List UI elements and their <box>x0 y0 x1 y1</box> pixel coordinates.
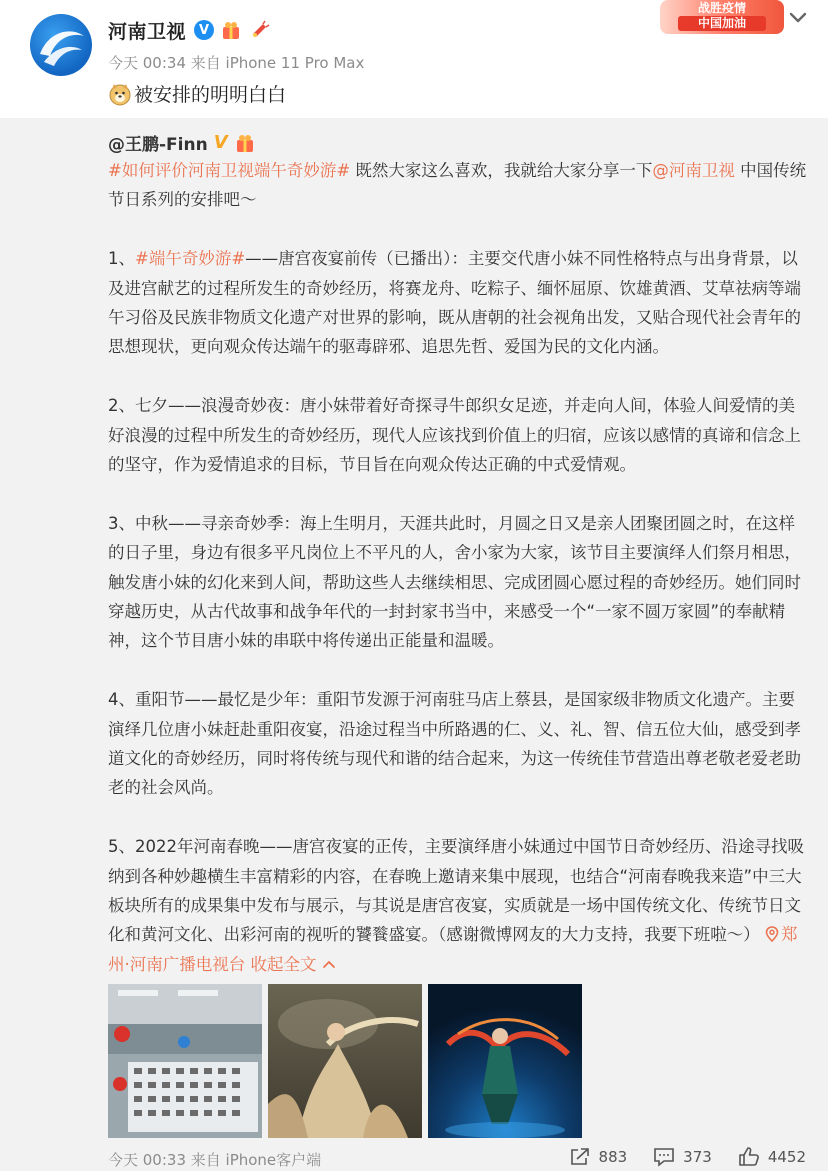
chevron-up-icon <box>321 958 337 970</box>
action-bar <box>543 1147 806 1167</box>
repost-meta: 今天 00:33 来自 iPhone客户端 <box>108 1151 322 1169</box>
image-thumbnail-2[interactable] <box>268 984 422 1138</box>
thumbs-up-icon <box>738 1147 760 1167</box>
campaign-badge[interactable] <box>660 0 784 34</box>
repost-author[interactable]: @王鹏-Finn <box>108 135 208 155</box>
campaign-badge-line2: 中国加油 <box>678 16 766 31</box>
verified-blue-icon: V <box>194 20 214 40</box>
topic-tag[interactable]: #如何评价河南卫视端午奇妙游# <box>108 161 351 180</box>
doge-emoji-icon <box>108 82 132 106</box>
gift-badge-icon <box>234 132 256 154</box>
p1-prefix: 1、 <box>108 249 135 269</box>
paragraph-3: 3、中秋——寻亲奇妙季：海上生明月，天涯共此时，月圆之日又是亲人团聚团圆之时，在这样的日子里，身边有很多平凡岗位上不平凡的人，舍小家为大家，该节目主要演绎人们祭月相思，触发唐小妹的幻化来到人间，帮助这些人去继续相思、完成团圆心愿过程的奇妙经历。她们同时穿越历史，从古代故事和战争年代的一封封家书当中，来感受一个“一家不圆万家圆”的奉献精神，这个节目唐小妹的串联中将传递出正能量和温暖。 <box>108 513 801 651</box>
image-thumbnail-3[interactable] <box>428 984 582 1138</box>
intro-text-end: 中国传统节日系列的安排吧～ <box>108 161 807 210</box>
collapse-text: 收起全文 <box>250 954 317 974</box>
campaign-badge-line1: 战胜疫情 <box>697 1 746 15</box>
paragraph-5 <box>108 832 810 979</box>
image-thumbnail-1[interactable] <box>108 984 262 1138</box>
like-count: 4452 <box>767 1148 806 1166</box>
image-grid <box>108 984 582 1138</box>
paragraph-1 <box>108 244 810 362</box>
intro-text: 既然大家这么喜欢，我就给大家分享一下 <box>350 161 653 180</box>
weibo-post <box>0 0 828 118</box>
comment-button[interactable] <box>653 1147 712 1167</box>
repost-count: 883 <box>598 1148 628 1166</box>
author-name[interactable]: 河南卫视 <box>108 20 187 43</box>
repost-button[interactable] <box>569 1147 628 1167</box>
verified-gold-icon: V <box>213 132 228 153</box>
like-button[interactable] <box>738 1147 806 1167</box>
location-text: 郑州·河南广播电视台 <box>108 925 798 974</box>
intro-paragraph <box>108 156 810 215</box>
firecracker-badge-icon <box>248 19 270 41</box>
comment-icon <box>653 1147 675 1167</box>
repost-body <box>108 156 810 1009</box>
p1-text: ——唐宫夜宴前传（已播出）：主要交代唐小妹不同性格特点与出身背景，以及进宫献艺的过程所发生的奇妙经历，将赛龙舟、吃粽子、缅怀屈原、饮雄黄酒、艾草祛病等端午习俗及民族非物质文化遗产对世界的影响，既从唐朝的社会视角出发，又贴合现代社会青年的思想现状，更向观众传达端午的驱毒辟邪、追思先哲、爱国为民的文化内涵。 <box>108 249 801 357</box>
p5-text: 5、2022年河南春晚——唐宫夜宴的正传，主要演绎唐小妹通过中国节日奇妙经历、沿途寻找吸纳到各种妙趣横生丰富精彩的内容，在春晚上邀请来集中展现，也结合“河南春晚我来造”中三大板块所有的成果集中发布与展示，与其说是唐宫夜宴，实质就是一场中国传统文化、传统节日文化和黄河文化、出彩河南的视听的饕餮盛宴。（感谢微博网友的大力支持，我要下班啦～） <box>108 837 804 945</box>
post-text-content: 被安排的明明白白 <box>134 84 287 106</box>
reposted-weibo[interactable] <box>0 118 828 1171</box>
post-text <box>108 80 286 107</box>
collapse-link[interactable] <box>251 955 337 974</box>
mention-link[interactable]: @河南卫视 <box>652 161 735 180</box>
post-meta: 今天 00:34 来自 iPhone 11 Pro Max <box>108 54 365 72</box>
location-pin-icon <box>765 926 779 942</box>
chevron-down-icon[interactable] <box>784 6 812 30</box>
share-icon <box>569 1147 591 1167</box>
gift-badge-icon <box>220 19 242 41</box>
avatar[interactable] <box>30 14 92 76</box>
paragraph-2: 2、七夕——浪漫奇妙夜：唐小妹带着好奇探寻牛郎织女足迹，并走向人间，体验人间爱情的美好浪漫的过程中所发生的奇妙经历，现代人应该找到价值上的归宿，应该以感情的真谛和信念上的坚守，作为爱情追求的目标，节目旨在向观众传达正确的中式爱情观。 <box>108 396 801 475</box>
paragraph-4: 4、重阳节——最忆是少年：重阳节发源于河南驻马店上蔡县，是国家级非物质文化遗产。主要演绎几位唐小妹赶赴重阳夜宴，沿途过程当中所路遇的仁、义、礼、智、信五位大仙，感受到孝道文化的奇妙经历，同时将传统与现代和谐的结合起来，为这一传统佳节营造出尊老敬老爱老助老的社会风尚。 <box>108 690 801 798</box>
topic-tag-duanwu[interactable]: #端午奇妙游# <box>135 249 246 269</box>
comment-count: 373 <box>683 1148 712 1166</box>
